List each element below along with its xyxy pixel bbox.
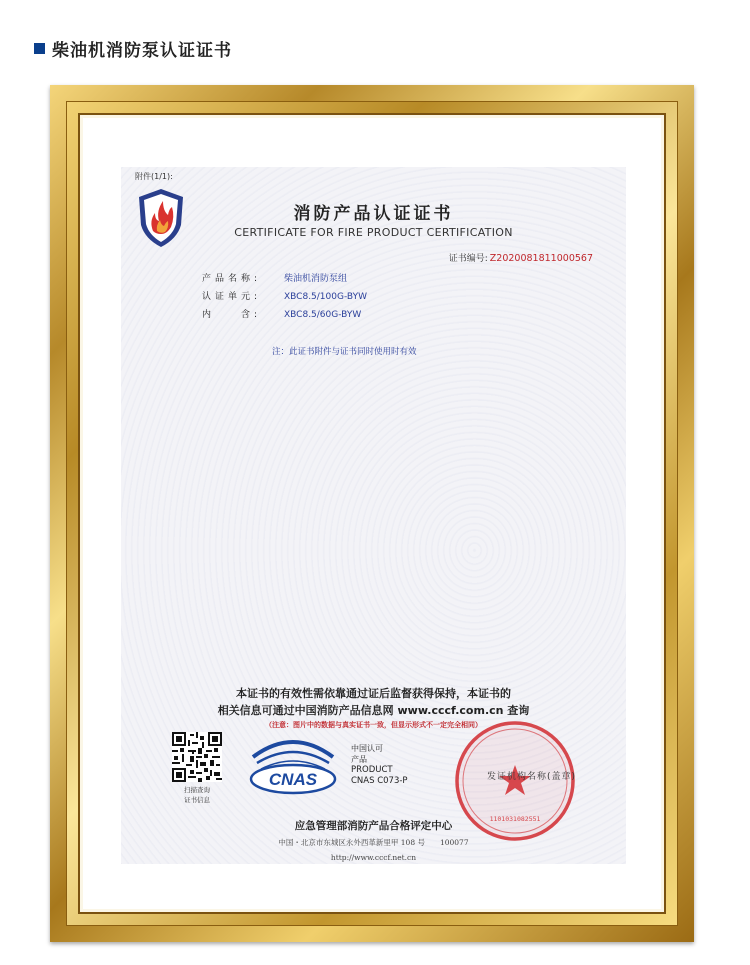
validity-line-2: 相关信息可通过中国消防产品信息网 www.cccf.com.cn 查询 (217, 704, 530, 717)
info-label: 产品名称: (202, 274, 262, 284)
issuer-seal-label: 发证机构名称(盖章) (487, 772, 577, 782)
info-row-cert-unit (202, 288, 367, 306)
cnas-line: 中国认可 (351, 744, 383, 753)
validity-statement (121, 685, 626, 719)
attachment-label: 附件(1/1): (135, 172, 173, 181)
cnas-logo-text: CNAS (268, 770, 318, 789)
info-value: 柴油机消防泵组 (284, 274, 348, 284)
cnas-line: PRODUCT (351, 765, 393, 775)
info-label: 认证单元: (202, 292, 262, 302)
certificate-number-label: 证书编号: (448, 254, 488, 264)
qr-caption (169, 785, 225, 805)
cnas-line: CNAS C073-P (351, 776, 408, 786)
validity-line-1: 本证书的有效性需依靠通过证后监督获得保持，本证书的 (236, 687, 511, 700)
attachment-note: 注：此证书附件与证书同时使用时有效 (272, 347, 417, 357)
certificate-title-en: CERTIFICATE FOR FIRE PRODUCT CERTIFICATION (234, 226, 513, 239)
info-row-product-name (202, 270, 367, 288)
cnas-line: 产品 (351, 755, 367, 764)
section-marker-square (34, 43, 45, 54)
product-info (202, 270, 367, 324)
qr-caption-line-1: 扫描查询 (184, 786, 210, 794)
section-header (34, 37, 232, 59)
stamp-number: 1101031082551 (489, 815, 541, 823)
issuer-address: 中国・北京市东城区永外西革新里甲 108 号 100077 (278, 838, 469, 847)
info-row-contains (202, 306, 367, 324)
info-value: XBC8.5/100G-BYW (284, 292, 367, 302)
qr-caption-line-2: 证书信息 (184, 796, 210, 804)
image-disclaimer: （注意：图片中的数据与真实证书一致，但显示形式不一定完全相同） (265, 721, 482, 729)
info-label: 内 含: (202, 310, 262, 320)
section-title: 柴油机消防泵认证证书 (52, 40, 232, 61)
certificate-title-cn: 消防产品认证证书 (293, 204, 454, 224)
qr-code-icon[interactable] (172, 732, 222, 782)
cnas-logo (247, 735, 339, 797)
issuer-website[interactable]: http://www.cccf.net.cn (330, 853, 417, 862)
certificate-number (449, 251, 593, 264)
cnas-accreditation-text (351, 743, 408, 787)
certificate-number-value: Z2020081811000567 (489, 253, 593, 264)
certificate-document (121, 167, 626, 864)
info-value: XBC8.5/60G-BYW (284, 310, 362, 320)
issuer-name: 应急管理部消防产品合格评定中心 (294, 820, 453, 832)
